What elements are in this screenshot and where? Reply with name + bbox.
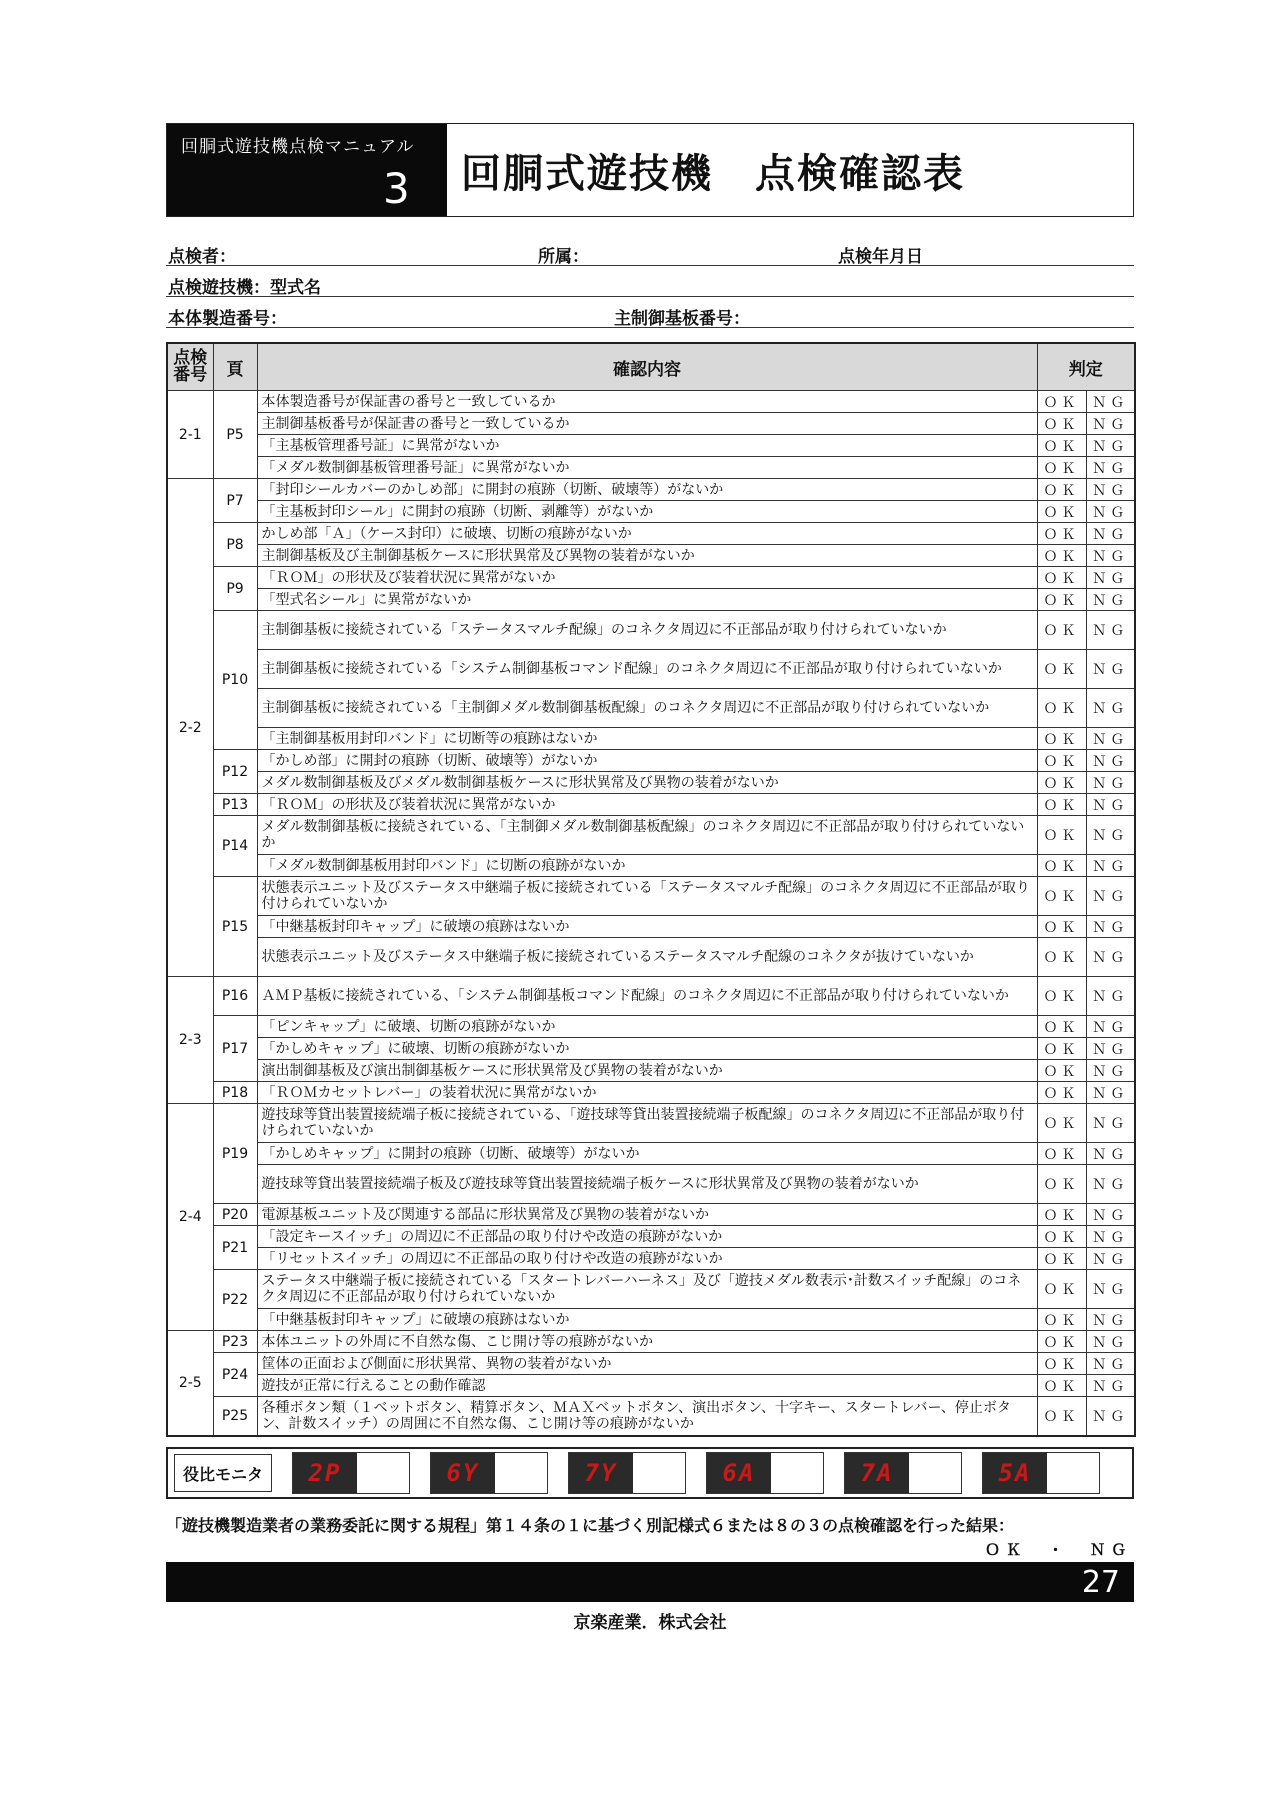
ng-mark[interactable]: ＮＧ [1086,479,1135,501]
segment-readout: 6Y [446,1459,480,1487]
check-item-text: 「メダル数制御基板管理番号証」に異常がないか [257,457,1037,479]
table-row [167,1104,1135,1143]
ng-mark[interactable]: ＮＧ [1086,877,1135,916]
ng-mark[interactable]: ＮＧ [1086,650,1135,689]
ok-mark[interactable]: ＯＫ [1037,816,1086,855]
ok-mark[interactable]: ＯＫ [1037,1309,1086,1331]
ok-mark[interactable]: ＯＫ [1037,435,1086,457]
table-row [167,938,1135,977]
ok-mark[interactable]: ＯＫ [1037,1016,1086,1038]
check-item-text: メダル数制御基板に接続されている、「主制御メダル数制御基板配線」のコネクタ周辺に不正部品が取り付けられていないか [257,816,1037,855]
ok-mark[interactable]: ＯＫ [1037,938,1086,977]
ng-mark[interactable]: ＮＧ [1086,1375,1135,1397]
ok-mark[interactable]: ＯＫ [1037,650,1086,689]
table-header-row [167,343,1135,391]
page-ref: P21 [213,1226,257,1270]
chapter-number: 3 [383,164,410,213]
ng-mark[interactable]: ＮＧ [1086,1248,1135,1270]
ng-mark[interactable]: ＮＧ [1086,589,1135,611]
ok-mark[interactable]: ＯＫ [1037,1104,1086,1143]
check-item-text: 演出制御基板及び演出制御基板ケースに形状異常及び異物の装着がないか [257,1060,1037,1082]
table-row [167,1270,1135,1309]
check-item-text: 「ＲＯＭ」の形状及び装着状況に異常がないか [257,567,1037,589]
table-row [167,413,1135,435]
check-item-text: 主制御基板に接続されている「主制御メダル数制御基板配線」のコネクタ周辺に不正部品が取り付けられていないか [257,689,1037,728]
body-serial-field: 本体製造番号： [168,309,287,329]
page-ref: P24 [213,1353,257,1397]
check-item-text: ステータス中継端子板に接続されている「スタートレバーハーネス」及び「遊技メダル数表示･計数スイッチ配線」のコネクタ周辺に不正部品が取り付けられていないか [257,1270,1037,1309]
page-ref: P23 [213,1331,257,1353]
ok-mark[interactable]: ＯＫ [1037,1060,1086,1082]
table-row [167,794,1135,816]
check-item-text: かしめ部「Ａ」（ケース封印）に破壊、切断の痕跡がないか [257,523,1037,545]
monitor-display-6 [982,1452,1100,1494]
ng-mark[interactable]: ＮＧ [1086,611,1135,650]
check-item-text: 主制御基板に接続されている「システム制御基板コマンド配線」のコネクタ周辺に不正部品が取り付けられていないか [257,650,1037,689]
ok-mark[interactable]: ＯＫ [1037,772,1086,794]
table-row [167,650,1135,689]
check-item-text: 「主基板封印シール」に開封の痕跡（切断、剥離等）がないか [257,501,1037,523]
table-row [167,877,1135,916]
table-row [167,1353,1135,1375]
table-row [167,750,1135,772]
page-ref: P25 [213,1397,257,1437]
ok-mark[interactable]: ＯＫ [1037,457,1086,479]
result-ok-ng: ＯＫ ・ ＮＧ [984,1541,1132,1559]
check-item-text: 「封印シールカバーのかしめ部」に開封の痕跡（切断、破壊等）がないか [257,479,1037,501]
ok-mark[interactable]: ＯＫ [1037,589,1086,611]
table-row [167,435,1135,457]
table-row [167,391,1135,413]
table-row [167,1165,1135,1204]
table-row [167,523,1135,545]
machine-model-field: 点検遊技機：型式名 [168,278,321,298]
ng-mark[interactable]: ＮＧ [1086,501,1135,523]
check-item-text: 「中継基板封印キャップ」に破壊の痕跡はないか [257,1309,1037,1331]
page-ref: P14 [213,816,257,877]
ng-mark[interactable]: ＮＧ [1086,689,1135,728]
page-ref: P5 [213,391,257,479]
table-row [167,1016,1135,1038]
ratio-monitor [166,1447,1134,1499]
ng-mark[interactable]: ＮＧ [1086,750,1135,772]
monitor-display-2 [430,1452,548,1494]
ok-mark[interactable]: ＯＫ [1037,1353,1086,1375]
ng-mark[interactable]: ＮＧ [1086,1038,1135,1060]
section-number: 2-4 [167,1104,213,1331]
check-item-text: 本体ユニットの外周に不自然な傷、こじ開け等の痕跡がないか [257,1331,1037,1353]
table-row [167,728,1135,750]
check-item-text: 主制御基板及び主制御基板ケースに形状異常及び異物の装着がないか [257,545,1037,567]
page-ref: P19 [213,1104,257,1204]
table-row [167,916,1135,938]
table-row [167,1038,1135,1060]
inspector-field: 点検者： [168,247,236,267]
ok-mark[interactable]: ＯＫ [1037,567,1086,589]
board-serial-field: 主制御基板番号： [614,309,750,329]
ng-mark[interactable]: ＮＧ [1086,391,1135,413]
ok-mark[interactable]: ＯＫ [1037,728,1086,750]
page-title: 回胴式遊技機 点検確認表 [461,150,965,197]
table-row [167,1248,1135,1270]
table-row [167,689,1135,728]
ng-mark[interactable]: ＮＧ [1086,938,1135,977]
check-item-text: 「メダル数制御基板用封印バンド」に切断の痕跡がないか [257,855,1037,877]
check-item-text: 主制御基板番号が保証書の番号と一致しているか [257,413,1037,435]
check-item-text: 筐体の正面および側面に形状異常、異物の装着がないか [257,1353,1037,1375]
segment-readout: 7A [860,1459,894,1487]
page-ref: P13 [213,794,257,816]
col-header-content: 確認内容 [257,343,1037,391]
check-item-text: 電源基板ユニット及び関連する部品に形状異常及び異物の装着がないか [257,1204,1037,1226]
col-header-judge: 判定 [1037,343,1135,391]
check-item-text: 「リセットスイッチ」の周辺に不正部品の取り付けや改造の痕跡がないか [257,1248,1037,1270]
table-row [167,855,1135,877]
ok-mark[interactable]: ＯＫ [1037,689,1086,728]
page-ref: P10 [213,611,257,750]
table-row [167,501,1135,523]
table-row [167,1375,1135,1397]
check-item-text: 「ＲＯＭ」の形状及び装着状況に異常がないか [257,794,1037,816]
table-row [167,1397,1135,1437]
ok-mark[interactable]: ＯＫ [1037,855,1086,877]
ok-mark[interactable]: ＯＫ [1037,413,1086,435]
check-item-text: 「かしめキャップ」に開封の痕跡（切断、破壊等）がないか [257,1143,1037,1165]
ng-mark[interactable]: ＮＧ [1086,916,1135,938]
check-item-text: 「かしめキャップ」に破壊、切断の痕跡がないか [257,1038,1037,1060]
monitor-display-3 [568,1452,686,1494]
ng-mark[interactable]: ＮＧ [1086,794,1135,816]
info-line-2 [166,266,1134,297]
ng-mark[interactable]: ＮＧ [1086,728,1135,750]
ng-mark[interactable]: ＮＧ [1086,1226,1135,1248]
section-number: 2-3 [167,977,213,1104]
ok-mark[interactable]: ＯＫ [1037,1375,1086,1397]
check-item-text: ＡＭＰ基板に接続されている、「システム制御基板コマンド配線」のコネクタ周辺に不正部品が取り付けられていないか [257,977,1037,1016]
ok-mark[interactable]: ＯＫ [1037,877,1086,916]
ok-mark[interactable]: ＯＫ [1037,1248,1086,1270]
ok-mark[interactable]: ＯＫ [1037,1331,1086,1353]
table-row [167,772,1135,794]
ok-mark[interactable]: ＯＫ [1037,611,1086,650]
ng-mark[interactable]: ＮＧ [1086,1165,1135,1204]
page-ref: P15 [213,877,257,977]
checklist-body [167,391,1135,1437]
check-item-text: 遊技球等貸出装置接続端子板に接続されている、「遊技球等貸出装置接続端子板配線」のコネクタ周辺に不正部品が取り付けられていないか [257,1104,1037,1143]
ok-mark[interactable]: ＯＫ [1037,1082,1086,1104]
check-item-text: 状態表示ユニット及びステータス中継端子板に接続されている「ステータスマルチ配線」のコネクタ周辺に不正部品が取り付けられていないか [257,877,1037,916]
ok-mark[interactable]: ＯＫ [1037,1226,1086,1248]
segment-readout: 2P [308,1459,342,1487]
segment-readout: 7Y [584,1459,618,1487]
ng-mark[interactable]: ＮＧ [1086,1082,1135,1104]
ng-mark[interactable]: ＮＧ [1086,1331,1135,1353]
result-statement: 「遊技機製造業者の業務委託に関する規程」第１４条の１に基づく別記様式６または８の３の点検確認を行った結果： [166,1516,1015,1535]
ng-mark[interactable]: ＮＧ [1086,1353,1135,1375]
ok-mark[interactable]: ＯＫ [1037,391,1086,413]
ok-mark[interactable]: ＯＫ [1037,1038,1086,1060]
ng-mark[interactable]: ＮＧ [1086,1060,1135,1082]
inspection-date-field: 点検年月日 [838,247,923,267]
segment-readout: 5A [998,1459,1032,1487]
check-item-text: 「かしめ部」に開封の痕跡（切断、破壊等）がないか [257,750,1037,772]
table-row [167,1060,1135,1082]
ok-mark[interactable]: ＯＫ [1037,1270,1086,1309]
ok-mark[interactable]: ＯＫ [1037,501,1086,523]
ok-mark[interactable]: ＯＫ [1037,479,1086,501]
ng-mark[interactable]: ＮＧ [1086,1143,1135,1165]
table-row [167,457,1135,479]
table-row [167,1204,1135,1226]
info-line-3 [166,297,1134,328]
check-item-text: 「主基板管理番号証」に異常がないか [257,435,1037,457]
ng-mark[interactable]: ＮＧ [1086,567,1135,589]
check-item-text: メダル数制御基板及びメダル数制御基板ケースに形状異常及び異物の装着がないか [257,772,1037,794]
page-ref: P8 [213,523,257,567]
check-item-text: 「型式名シール」に異常がないか [257,589,1037,611]
check-item-text: 「設定キースイッチ」の周辺に不正部品の取り付けや改造の痕跡がないか [257,1226,1037,1248]
page-ref: P18 [213,1082,257,1104]
ok-mark[interactable]: ＯＫ [1037,545,1086,567]
ng-mark[interactable]: ＮＧ [1086,977,1135,1016]
monitor-display-5 [844,1452,962,1494]
ok-mark[interactable]: ＯＫ [1037,750,1086,772]
col-header-number: 点検番号 [167,343,213,391]
section-number: 2-2 [167,479,213,977]
monitor-display-4 [706,1452,824,1494]
ng-mark[interactable]: ＮＧ [1086,435,1135,457]
ok-mark[interactable]: ＯＫ [1037,1397,1086,1437]
check-item-text: 「ピンキャップ」に破壊、切断の痕跡がないか [257,1016,1037,1038]
ng-mark[interactable]: ＮＧ [1086,1270,1135,1309]
check-item-text: 本体製造番号が保証書の番号と一致しているか [257,391,1037,413]
ok-mark[interactable]: ＯＫ [1037,1165,1086,1204]
check-item-text: 「中継基板封印キャップ」に破壊の痕跡はないか [257,916,1037,938]
ng-mark[interactable]: ＮＧ [1086,1104,1135,1143]
page-ref: P16 [213,977,257,1016]
info-line-1 [166,235,1134,266]
checklist-page [166,123,1134,1633]
table-row [167,479,1135,501]
check-item-text: 各種ボタン類（１ベットボタン、精算ボタン、ＭＡＸベットボタン、演出ボタン、十字キー、スタートレバー、停止ボタン、計数スイッチ）の周囲に不自然な傷、こじ開け等の痕跡がないか [257,1397,1037,1437]
section-number: 2-5 [167,1331,213,1437]
ng-mark[interactable]: ＮＧ [1086,772,1135,794]
page-ref: P12 [213,750,257,794]
page-number: 27 [1081,1565,1120,1600]
monitor-display-1 [292,1452,410,1494]
ng-mark[interactable]: ＮＧ [1086,457,1135,479]
ng-mark[interactable]: ＮＧ [1086,855,1135,877]
table-row [167,1309,1135,1331]
table-row [167,611,1135,650]
table-row [167,816,1135,855]
ratio-monitor-label: 役比モニタ [174,1454,272,1492]
header-chapter-box [167,124,447,216]
ok-mark[interactable]: ＯＫ [1037,916,1086,938]
company-name: 京楽産業．株式会社 [573,1613,727,1633]
affiliation-field: 所属： [538,247,589,267]
ok-mark[interactable]: ＯＫ [1037,977,1086,1016]
ng-mark[interactable]: ＮＧ [1086,545,1135,567]
page-ref: P20 [213,1204,257,1226]
ng-mark[interactable]: ＮＧ [1086,523,1135,545]
check-item-text: 状態表示ユニット及びステータス中継端子板に接続されているステータスマルチ配線のコネクタが抜けていないか [257,938,1037,977]
page-ref: P9 [213,567,257,611]
ng-mark[interactable]: ＮＧ [1086,1309,1135,1331]
ng-mark[interactable]: ＮＧ [1086,1397,1135,1437]
table-row [167,977,1135,1016]
ng-mark[interactable]: ＮＧ [1086,1016,1135,1038]
table-row [167,1143,1135,1165]
footer-bar [166,1562,1134,1602]
check-item-text: 「ＲＯＭカセットレバー」の装着状況に異常がないか [257,1082,1037,1104]
table-row [167,545,1135,567]
inspection-info [166,235,1134,328]
col-header-page: 頁 [213,343,257,391]
page-ref: P17 [213,1016,257,1082]
ng-mark[interactable]: ＮＧ [1086,1204,1135,1226]
table-row [167,589,1135,611]
table-row [167,1082,1135,1104]
table-row [167,567,1135,589]
table-row [167,1331,1135,1353]
page-ref: P22 [213,1270,257,1331]
ok-mark[interactable]: ＯＫ [1037,1143,1086,1165]
manual-subtitle: 回胴式遊技機点検マニュアル [181,137,415,157]
ng-mark[interactable]: ＮＧ [1086,413,1135,435]
ok-mark[interactable]: ＯＫ [1037,794,1086,816]
table-row [167,1226,1135,1248]
check-item-text: 遊技が正常に行えることの動作確認 [257,1375,1037,1397]
checklist-table [166,342,1136,1437]
check-item-text: 遊技球等貸出装置接続端子板及び遊技球等貸出装置接続端子板ケースに形状異常及び異物の装着がないか [257,1165,1037,1204]
check-item-text: 「主制御基板用封印バンド」に切断等の痕跡はないか [257,728,1037,750]
section-number: 2-1 [167,391,213,479]
page-ref: P7 [213,479,257,523]
check-item-text: 主制御基板に接続されている「ステータスマルチ配線」のコネクタ周辺に不正部品が取り付けられていないか [257,611,1037,650]
ng-mark[interactable]: ＮＧ [1086,816,1135,855]
ok-mark[interactable]: ＯＫ [1037,1204,1086,1226]
ok-mark[interactable]: ＯＫ [1037,523,1086,545]
header [166,123,1134,217]
segment-readout: 6A [722,1459,756,1487]
